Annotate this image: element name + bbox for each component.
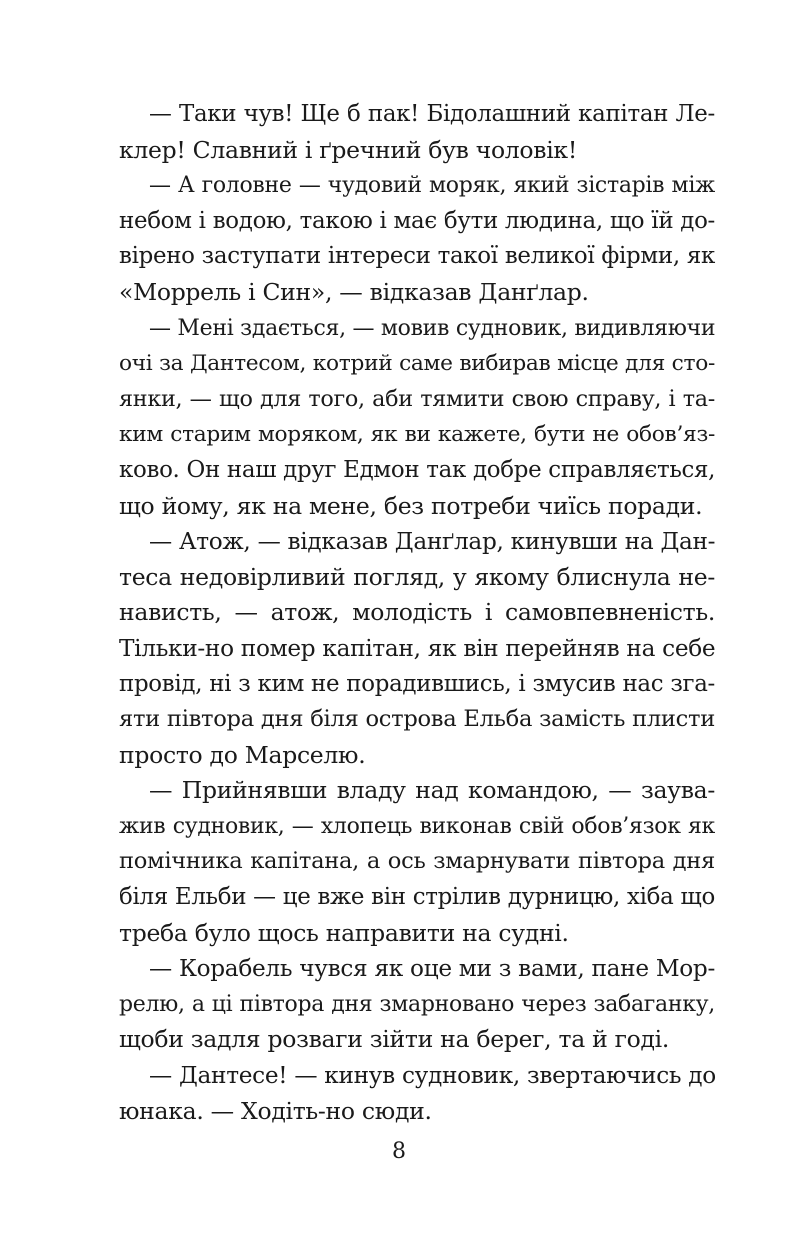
- text-line: — Прийнявши владу над командою, — заува-: [149, 776, 715, 805]
- text-line: — Мені здається, — мовив судновик, видивляючи: [149, 315, 716, 341]
- paragraph-4: [119, 524, 715, 773]
- paragraph-5: [119, 773, 715, 951]
- text-line: — Дантесе! — кинув судновик, звертаючись до: [149, 1062, 716, 1090]
- text-line: яти півтора дня біля острова Ельба замість плисти: [119, 706, 715, 733]
- paragraph-6: [119, 951, 715, 1058]
- text-line: — А головне — чудовий моряк, який зістарів між: [149, 173, 715, 199]
- paragraph-1: [119, 97, 715, 168]
- text-line: помічника капітана, а ось змарнувати півтора дня: [119, 848, 715, 875]
- paragraph-3: [119, 311, 715, 525]
- text-line: вірено заступати інтереси такої великої фірми, як: [119, 243, 715, 270]
- page-number: 8: [392, 1139, 406, 1164]
- text-line: просто до Марселю.: [119, 740, 366, 769]
- text-line: — Атож, — відказав Данґлар, кинувши на Дан-: [149, 528, 716, 556]
- paragraph-2: [119, 168, 715, 310]
- text-line: юнака. — Ходіть-но сюди.: [119, 1096, 432, 1125]
- body-text: [119, 97, 715, 1129]
- text-line: ково. Он наш друг Едмон так добре справляється,: [119, 456, 716, 483]
- text-line: — Корабель чувся як оце ми з вами, пане Мор-: [149, 955, 716, 983]
- text-line: релю, а ці півтора дня змарновано через забаганку,: [119, 991, 715, 1017]
- text-line: очі за Дантесом, котрий саме вибирав місце для сто-: [119, 351, 715, 377]
- text-line: жив судновик, — хлопець виконав свій обов’язок як: [119, 813, 715, 839]
- text-line: ким старим моряком, як ви кажете, бути не обов’яз-: [119, 422, 715, 448]
- text-line: нависть, — атож, молодість і самовпевненість.: [119, 598, 715, 627]
- paragraph-7: [119, 1058, 715, 1129]
- text-line: янки, — що для того, аби тямити свою справу, і та-: [119, 385, 715, 412]
- text-line: що йому, як на мене, без потреби чиїсь поради.: [119, 491, 703, 520]
- text-line: теса недовірливий погляд, у якому блиснула не-: [119, 562, 715, 591]
- text-line: провід, ні з ким не порадившись, і змусив нас зга-: [119, 670, 715, 697]
- text-line: Тільки-но помер капітан, як він перейняв на себе: [119, 634, 716, 662]
- text-line: «Моррель і Син», — відказав Данґлар.: [119, 277, 589, 306]
- text-line: біля Ельби — це вже він стрілив дурницю, хіба що: [119, 884, 715, 911]
- text-line: треба було щось направити на судні.: [119, 918, 569, 947]
- text-line: — Таки чув! Ще б пак! Бідолашний капітан Ле-: [149, 101, 715, 127]
- text-line: щоби задля розваги зійти на берег, та й годі.: [119, 1025, 670, 1054]
- text-line: клер! Славний і ґречний був чоловік!: [119, 135, 577, 164]
- text-line: небом і водою, такою і має бути людина, що їй до-: [119, 207, 715, 234]
